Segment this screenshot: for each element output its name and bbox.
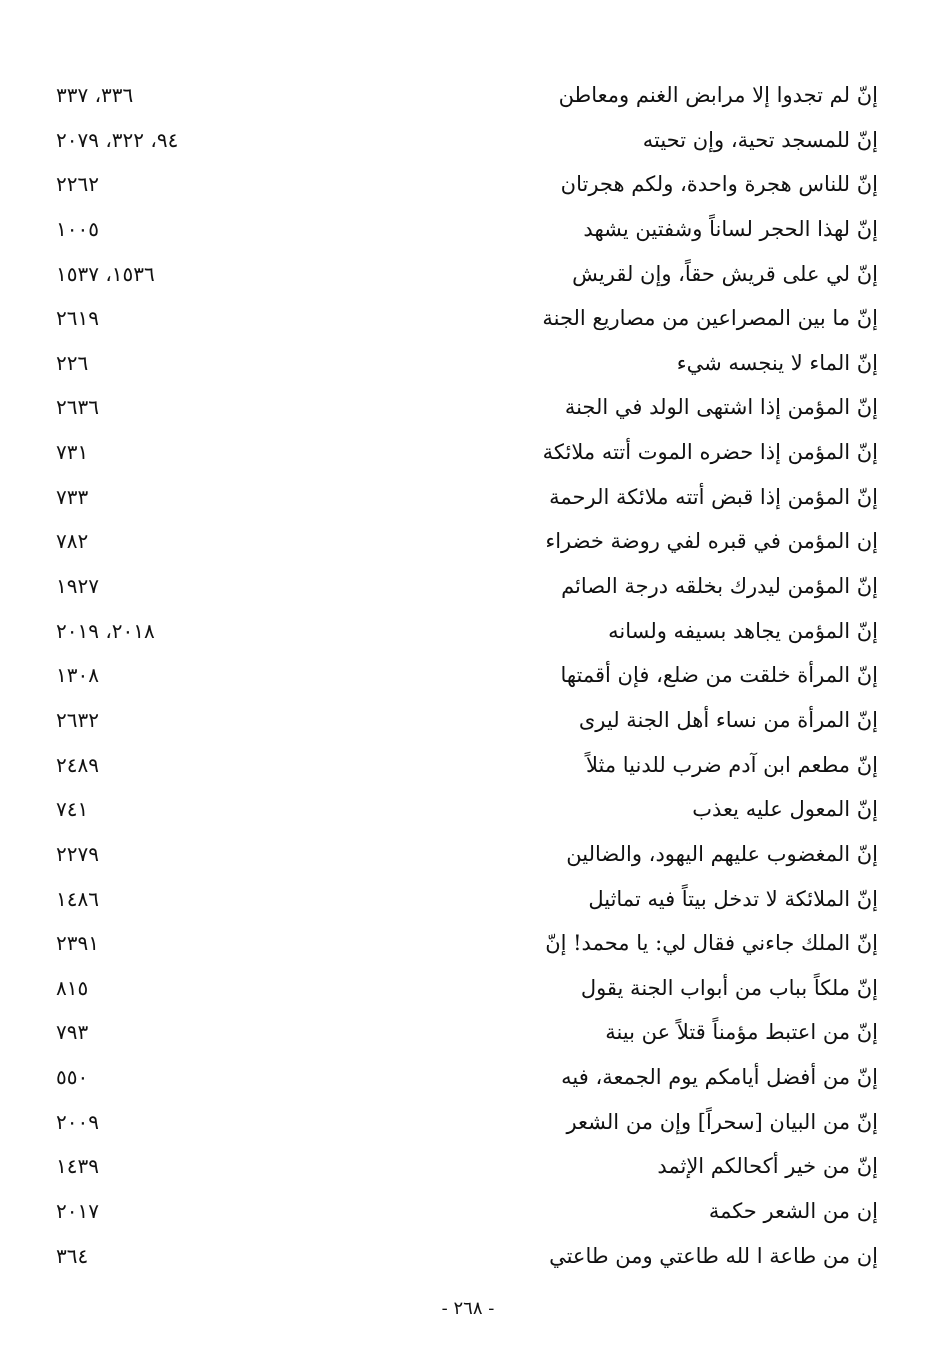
hadith-reference-numbers: ٢٦٣٦	[56, 395, 99, 420]
hadith-reference-numbers: ٨١٥	[56, 975, 89, 1000]
index-entry	[50, 1056, 878, 1101]
hadith-reference-numbers: ١٥٣٦، ١٥٣٧	[56, 261, 155, 286]
hadith-incipit: إنّ لهذا الحجر لساناً وشفتين يشهد	[583, 216, 878, 241]
hadith-reference-numbers: ٢٠٠٩	[56, 1109, 99, 1134]
index-entry	[50, 476, 878, 521]
hadith-incipit: إنّ المؤمن ليدرك بخلقه درجة الصائم	[561, 574, 878, 599]
hadith-index-list	[50, 74, 878, 1279]
hadith-incipit: إنّ من البيان [سحراً] وإن من الشعر	[566, 1109, 878, 1134]
hadith-incipit: إنّ المرأة من نساء أهل الجنة ليرى	[578, 707, 878, 732]
index-entry	[50, 565, 878, 610]
index-entry	[50, 342, 878, 387]
hadith-reference-numbers: ٢٦٣٢	[56, 707, 99, 732]
index-entry	[50, 878, 878, 923]
index-entry	[50, 386, 878, 431]
hadith-incipit: إنّ المغضوب عليهم اليهود، والضالين	[566, 841, 878, 866]
hadith-reference-numbers: ٢٢٦	[56, 350, 89, 375]
index-entry	[50, 1011, 878, 1056]
hadith-reference-numbers: ١٤٣٩	[56, 1154, 99, 1179]
index-entry	[50, 1145, 878, 1190]
hadith-reference-numbers: ٢٠١٨، ٢٠١٩	[56, 618, 155, 643]
index-entry	[50, 922, 878, 967]
hadith-incipit: إنّ من اعتبط مؤمناً قتلاً عن بينة	[605, 1020, 878, 1045]
hadith-reference-numbers: ١٩٢٧	[56, 574, 99, 599]
hadith-reference-numbers: ٢٣٩١	[56, 931, 99, 956]
index-entry	[50, 1190, 878, 1235]
index-entry	[50, 699, 878, 744]
index-entry	[50, 119, 878, 164]
hadith-incipit: إنّ لي على قريش حقاً، وإن لقريش	[572, 261, 878, 286]
index-entry	[50, 967, 878, 1012]
index-entry	[50, 610, 878, 655]
hadith-incipit: إن المؤمن في قبره لفي روضة خضراء	[545, 529, 878, 554]
hadith-reference-numbers: ٣٣٦، ٣٣٧	[56, 83, 134, 107]
hadith-reference-numbers: ٣٦٤	[56, 1243, 89, 1268]
hadith-reference-numbers: ٢٤٨٩	[56, 752, 99, 777]
hadith-incipit: إنّ المؤمن إذا اشتهى الولد في الجنة	[564, 395, 878, 420]
hadith-reference-numbers: ٢٠١٧	[56, 1199, 99, 1224]
hadith-reference-numbers: ٥٥٠	[56, 1065, 89, 1090]
hadith-reference-numbers: ٧٨٢	[56, 529, 89, 554]
page-number: - ٢٦٨ -	[441, 1298, 495, 1319]
hadith-incipit: إنّ ملكاً بباب من أبواب الجنة يقول	[580, 975, 878, 1000]
hadith-incipit: إنّ المرأة خلقت من ضلع، فإن أقمتها	[560, 663, 878, 688]
hadith-incipit: إنّ المؤمن يجاهد بسيفه ولسانه	[608, 618, 878, 643]
hadith-incipit: إن من الشعر حكمة	[708, 1199, 878, 1224]
index-entry	[50, 744, 878, 789]
hadith-reference-numbers: ٧٣١	[56, 440, 89, 465]
hadith-incipit: إنّ للمسجد تحية، وإن تحيته	[642, 127, 878, 152]
hadith-reference-numbers: ٧٤١	[56, 797, 89, 822]
hadith-reference-numbers: ٢٢٧٩	[56, 841, 99, 866]
hadith-incipit: إنّ المعول عليه يعذب	[692, 797, 878, 822]
hadith-incipit: إن من طاعة ا لله طاعتي ومن طاعتي	[549, 1243, 878, 1268]
index-entry	[50, 654, 878, 699]
hadith-incipit: إنّ الملائكة لا تدخل بيتاً فيه تماثيل	[588, 886, 878, 911]
hadith-reference-numbers: ٢٢٦٢	[56, 172, 99, 197]
index-entry	[50, 1101, 878, 1146]
index-entry	[50, 297, 878, 342]
hadith-reference-numbers: ١٠٠٥	[56, 216, 99, 241]
hadith-incipit: إنّ للناس هجرة واحدة، ولكم هجرتان	[560, 172, 878, 197]
hadith-incipit: إنّ المؤمن إذا قبض أتته ملائكة الرحمة	[549, 484, 878, 509]
hadith-incipit: إنّ من خير أكحالكم الإثمد	[657, 1154, 878, 1179]
hadith-reference-numbers: ١٤٨٦	[56, 886, 99, 911]
index-entry	[50, 253, 878, 298]
hadith-incipit: إنّ لم تجدوا إلا مرابض الغنم ومعاطن	[558, 83, 878, 107]
hadith-reference-numbers: ٧٣٣	[56, 484, 89, 509]
index-entry	[50, 520, 878, 565]
hadith-incipit: إنّ من أفضل أيامكم يوم الجمعة، فيه	[561, 1065, 878, 1090]
hadith-reference-numbers: ٢٦١٩	[56, 306, 99, 331]
hadith-reference-numbers: ٩٤، ٣٢٢، ٢٠٧٩	[56, 127, 179, 152]
index-entry	[50, 74, 878, 119]
hadith-incipit: إنّ ما بين المصراعين من مصاريع الجنة	[542, 306, 878, 331]
index-entry	[50, 788, 878, 833]
index-entry	[50, 431, 878, 476]
index-entry	[50, 1235, 878, 1280]
index-entry	[50, 208, 878, 253]
hadith-reference-numbers: ٧٩٣	[56, 1020, 89, 1045]
hadith-incipit: إنّ المؤمن إذا حضره الموت أتته ملائكة	[542, 440, 878, 465]
hadith-incipit: إنّ الملك جاءني فقال لي: يا محمد! إنّ	[545, 931, 878, 956]
hadith-incipit: إنّ الماء لا ينجسه شيء	[676, 350, 878, 375]
hadith-incipit: إنّ مطعم ابن آدم ضرب للدنيا مثلاً	[585, 752, 878, 777]
index-entry	[50, 833, 878, 878]
hadith-reference-numbers: ١٣٠٨	[56, 663, 99, 688]
index-entry	[50, 163, 878, 208]
